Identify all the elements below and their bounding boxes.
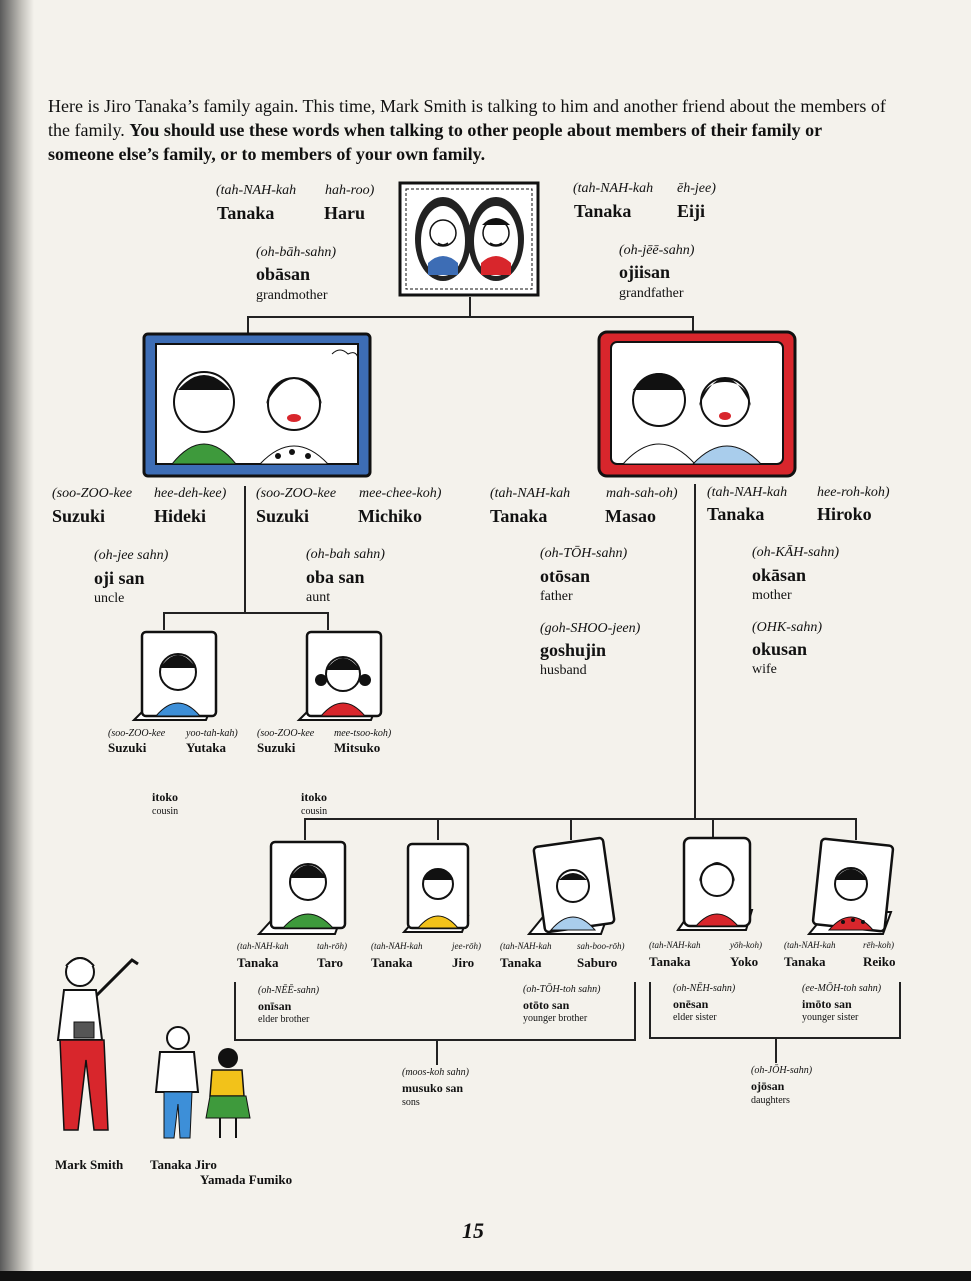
hideki-given: Hideki [154,506,207,526]
hiroko-term2: okusan [752,639,808,659]
yoko-term-pron: (oh-NĒH-sahn) [673,983,736,994]
haru-given: Haru [324,203,366,223]
hiroko-pron-given: hee-roh-koh) [817,485,890,500]
masao-term2: goshujin [540,640,607,660]
taro-picture [255,838,355,938]
michiko-english: aunt [306,590,331,605]
daughters-term: ojōsan [751,1079,785,1093]
mitsuko-given: Mitsuko [334,740,381,755]
reiko-given: Reiko [863,954,896,969]
hiroko-term2-pron: (OHK-sahn) [752,620,822,635]
yoko-term: onēsan [673,997,709,1011]
haru-term-pron: (oh-bāh-sahn) [256,245,337,260]
eiji-english: grandfather [619,286,684,301]
masao-term2-pron: (goh-SHOO-jeen) [540,621,641,636]
tree-line [634,982,636,1040]
yoko-given: Yoko [730,954,759,969]
page-number: 15 [462,1218,484,1243]
masao-pron-family: (tah-NAH-kah [490,486,571,501]
jiro-pron-family: (tah-NAH-kah [371,941,423,951]
hiroko-given: Hiroko [817,504,872,524]
hideki-pron-family: (soo-ZOO-kee [52,486,133,501]
mitsuko-pron-family: (soo-ZOO-kee [257,728,315,739]
scan-edge [0,1271,971,1281]
tree-line [247,316,693,318]
hiroko-pron-family: (tah-NAH-kah [707,485,788,500]
hideki-english: uncle [94,591,125,606]
mitsuko-english: cousin [301,806,328,817]
haru-pron-family: (tah-NAH-kah [216,183,297,198]
michiko-term: oba san [306,567,365,587]
reiko-picture [805,838,901,938]
book-spine-shadow [0,0,34,1281]
yutaka-pron-given: yoo-tah-kah) [186,728,238,739]
tree-line [436,1039,438,1065]
saburo-english: younger brother [523,1013,588,1024]
sons-english: sons [402,1097,420,1108]
reiko-term-pron: (ee-MŌH-toh sahn) [802,983,882,994]
tree-line [163,612,329,614]
masao-term-pron: (oh-TŌH-sahn) [540,546,628,561]
tree-line [244,486,246,614]
saburo-family: Tanaka [500,955,542,970]
taro-given: Taro [317,955,344,970]
taro-family: Tanaka [237,955,279,970]
saburo-given: Saburo [577,955,618,970]
yoko-picture [674,834,760,934]
taro-pron-family: (tah-NAH-kah [237,941,289,951]
michiko-term-pron: (oh-bah sahn) [306,547,385,562]
reiko-english: younger sister [802,1012,859,1023]
yutaka-pron-family: (soo-ZOO-kee [108,728,166,739]
mitsuko-family: Suzuki [257,740,296,755]
daughters-english: daughters [751,1095,790,1106]
yutaka-english: cousin [152,806,179,817]
hideki-term-pron: (oh-jee sahn) [94,548,169,563]
taro-term: onīsan [258,999,292,1013]
haru-pron-given: hah-roo) [325,183,375,198]
yutaka-picture [128,628,224,724]
taro-term-pron: (oh-NĒĒ-sahn) [258,985,320,996]
eiji-term: ojiisan [619,262,671,282]
hideki-family: Suzuki [52,506,106,526]
hiroko-term: okāsan [752,565,807,585]
hideki-pron-given: hee-deh-kee) [154,486,227,501]
saburo-pron-given: sah-boo-rōh) [577,941,625,951]
haru-family: Tanaka [217,203,275,223]
sons-term: musuko san [402,1081,464,1095]
saburo-pron-family: (tah-NAH-kah [500,941,552,951]
jiro-family: Tanaka [371,955,413,970]
intro-paragraph [48,94,888,166]
suzuki-couple-picture [142,332,372,478]
yoko-pron-family: (tah-NAH-kah [649,940,701,950]
tree-line [570,818,572,840]
caption-mark-smith: Mark Smith [55,1157,124,1172]
taro-english: elder brother [258,1014,310,1025]
hiroko-term-pron: (oh-KĀH-sahn) [752,545,840,560]
grandparents-portrait [398,181,540,297]
mitsuko-pron-given: mee-tsoo-koh) [334,728,392,739]
tree-line [694,484,696,819]
eiji-family: Tanaka [574,201,632,221]
masao-given: Masao [605,506,656,526]
yutaka-given: Yutaka [186,740,226,755]
michiko-pron-given: mee-chee-koh) [359,486,442,501]
michiko-given: Michiko [358,506,423,526]
tanaka-couple-picture [597,330,797,478]
masao-pron-given: mah-sah-oh) [606,486,678,501]
tree-line [649,982,651,1038]
hiroko-english2: wife [752,662,777,677]
reiko-term: imōto san [802,997,852,1011]
intro-bold: You should use these words when talking to other people about members of their family or someone else’s family, or to members of your own family. [48,120,822,164]
jiro-pron-given: jee-rōh) [452,941,481,951]
daughters-pron: (oh-JŌH-sahn) [751,1065,813,1076]
caption-yamada-fumiko: Yamada Fumiko [200,1172,293,1187]
eiji-given: Eiji [677,201,706,221]
mitsuko-term: itoko [301,790,328,804]
eiji-pron-given: ēh-jee) [677,181,716,196]
tree-line [899,982,901,1038]
caption-tanaka-jiro: Tanaka Jiro [150,1157,217,1172]
yoko-english: elder sister [673,1012,717,1023]
haru-term: obāsan [256,264,311,284]
michiko-family: Suzuki [256,506,310,526]
michiko-pron-family: (soo-ZOO-kee [256,486,337,501]
eiji-pron-family: (tah-NAH-kah [573,181,654,196]
masao-family: Tanaka [490,506,548,526]
reiko-pron-given: rēh-koh) [863,940,894,950]
jiro-given: Jiro [452,955,475,970]
jiro-picture [398,840,478,936]
mitsuko-picture [293,628,389,724]
hideki-term: oji san [94,568,145,588]
mark-and-kids-illustration [46,940,246,1145]
yoko-pron-given: yōh-koh) [730,940,762,950]
tree-line [775,1037,777,1063]
hiroko-english: mother [752,588,792,603]
eiji-term-pron: (oh-jēē-sahn) [619,243,695,258]
sons-pron: (moos-koh sahn) [402,1067,469,1078]
tree-line [304,818,306,840]
tree-line [437,818,439,840]
saburo-term: otōto san [523,998,570,1012]
tree-line [304,818,857,820]
tree-line [855,818,857,840]
saburo-picture [525,838,619,938]
yoko-family: Tanaka [649,954,691,969]
yutaka-family: Suzuki [108,740,147,755]
haru-english: grandmother [256,288,328,303]
hiroko-family: Tanaka [707,504,765,524]
masao-english: father [540,589,573,604]
masao-english2: husband [540,663,587,678]
reiko-family: Tanaka [784,954,826,969]
saburo-term-pron: (oh-TŌH-toh sahn) [523,984,601,995]
yutaka-term: itoko [152,790,179,804]
intro-plain: Here is Jiro Tanaka’s family again. This time, Mark Smith is talking to him and another friend about the members of the family. [48,96,886,140]
taro-pron-given: tah-rōh) [317,941,347,951]
tree-line [234,1039,636,1041]
tree-line [469,297,471,317]
reiko-pron-family: (tah-NAH-kah [784,940,836,950]
masao-term: otōsan [540,566,591,586]
